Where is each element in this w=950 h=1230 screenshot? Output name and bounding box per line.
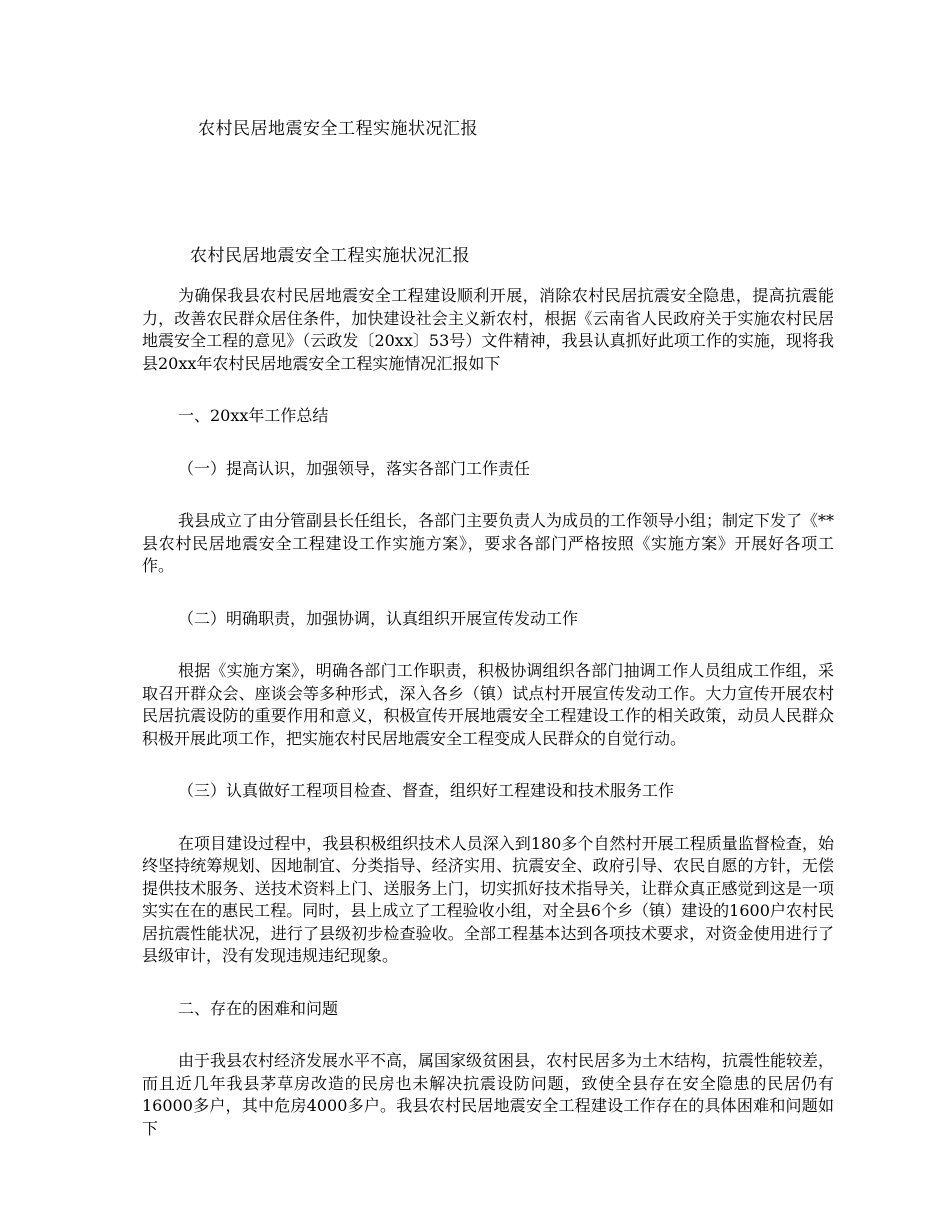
section-2-paragraph: 由于我县农村经济发展水平不高，属国家级贫困县，农村民居多为土木结构，抗震性能较差，而且近几年我县茅草房改造的民房也未解决抗震设防问题，致使全县存在安全隐患的民居仍有16000多户，其中危房4000多户。我县农村民居地震安全工程建设工作存在的具体困难和问题如下 — [142, 1051, 835, 1138]
subsection-1-paragraph: 我县成立了由分管副县长任组长，各部门主要负责人为成员的工作领导小组；制定下发了《**县农村民居地震安全工程建设工作实施方案》，要求各部门严格按照《实施方案》开展好各项工作。 — [142, 511, 835, 575]
subsection-1-heading: （一）提高认识，加强领导，落实各部门工作责任 — [178, 458, 531, 478]
section-1-heading: 一、20xx年工作总结 — [178, 406, 329, 425]
subsection-3-heading: （三）认真做好工程项目检查、督查，组织好工程建设和技术服务工作 — [178, 781, 675, 800]
section-2-heading: 二、存在的困难和问题 — [178, 998, 339, 1018]
subsection-3-paragraph: 在项目建设过程中，我县积极组织技术人员深入到180多个自然村开展工程质量监督检查，始终坚持统筹规划、因地制宜、分类指导、经济实用、抗震安全、政府引导、农民自愿的方针，无偿提供技术服务、送技术资料上门、送服务上门，切实抓好技术指导关，让群众真正感觉到这是一项实实在在的惠民工程。同时，县上成立了工程验收小组，对全县6个乡（镇）建设的1600户农村民居抗震性能状况，进行了县级初步检查验收。全部工程基本达到各项技术要求，对资金使用进行了县级审计，没有发现违规违纪现象。 — [142, 833, 834, 965]
document-title: 农村民居地震安全工程实施状况汇报 — [198, 119, 478, 139]
subsection-2-heading: （二）明确职责，加强协调，认真组织开展宣传发动工作 — [178, 608, 579, 628]
document-body — [142, 285, 834, 1140]
document-subtitle: 农村民居地震安全工程实施状况汇报 — [190, 246, 470, 266]
intro-paragraph: 为确保我县农村民居地震安全工程建设顺利开展，消除农村民居抗震安全隐患，提高抗震能力，改善农民群众居住条件，加快建设社会主义新农村，根据《云南省人民政府关于实施农村民居地震安全工程的意见》（云政发〔20xx〕53号）文件精神，我县认真抓好此项工作的实施，现将我县20xx年农村民居地震安全工程实施情况汇报如下 — [142, 286, 834, 373]
subsection-2-paragraph: 根据《实施方案》，明确各部门工作职责，积极协调组织各部门抽调工作人员组成工作组，采取召开群众会、座谈会等多种形式，深入各乡（镇）试点村开展宣传发动工作。大力宣传开展农村民居抗震设防的重要作用和意义，积极宣传开展地震安全工程建设工作的相关政策，动员人民群众积极开展此项工作，把实施农村民居地震安全工程变成人民群众的自觉行动。 — [142, 661, 834, 748]
